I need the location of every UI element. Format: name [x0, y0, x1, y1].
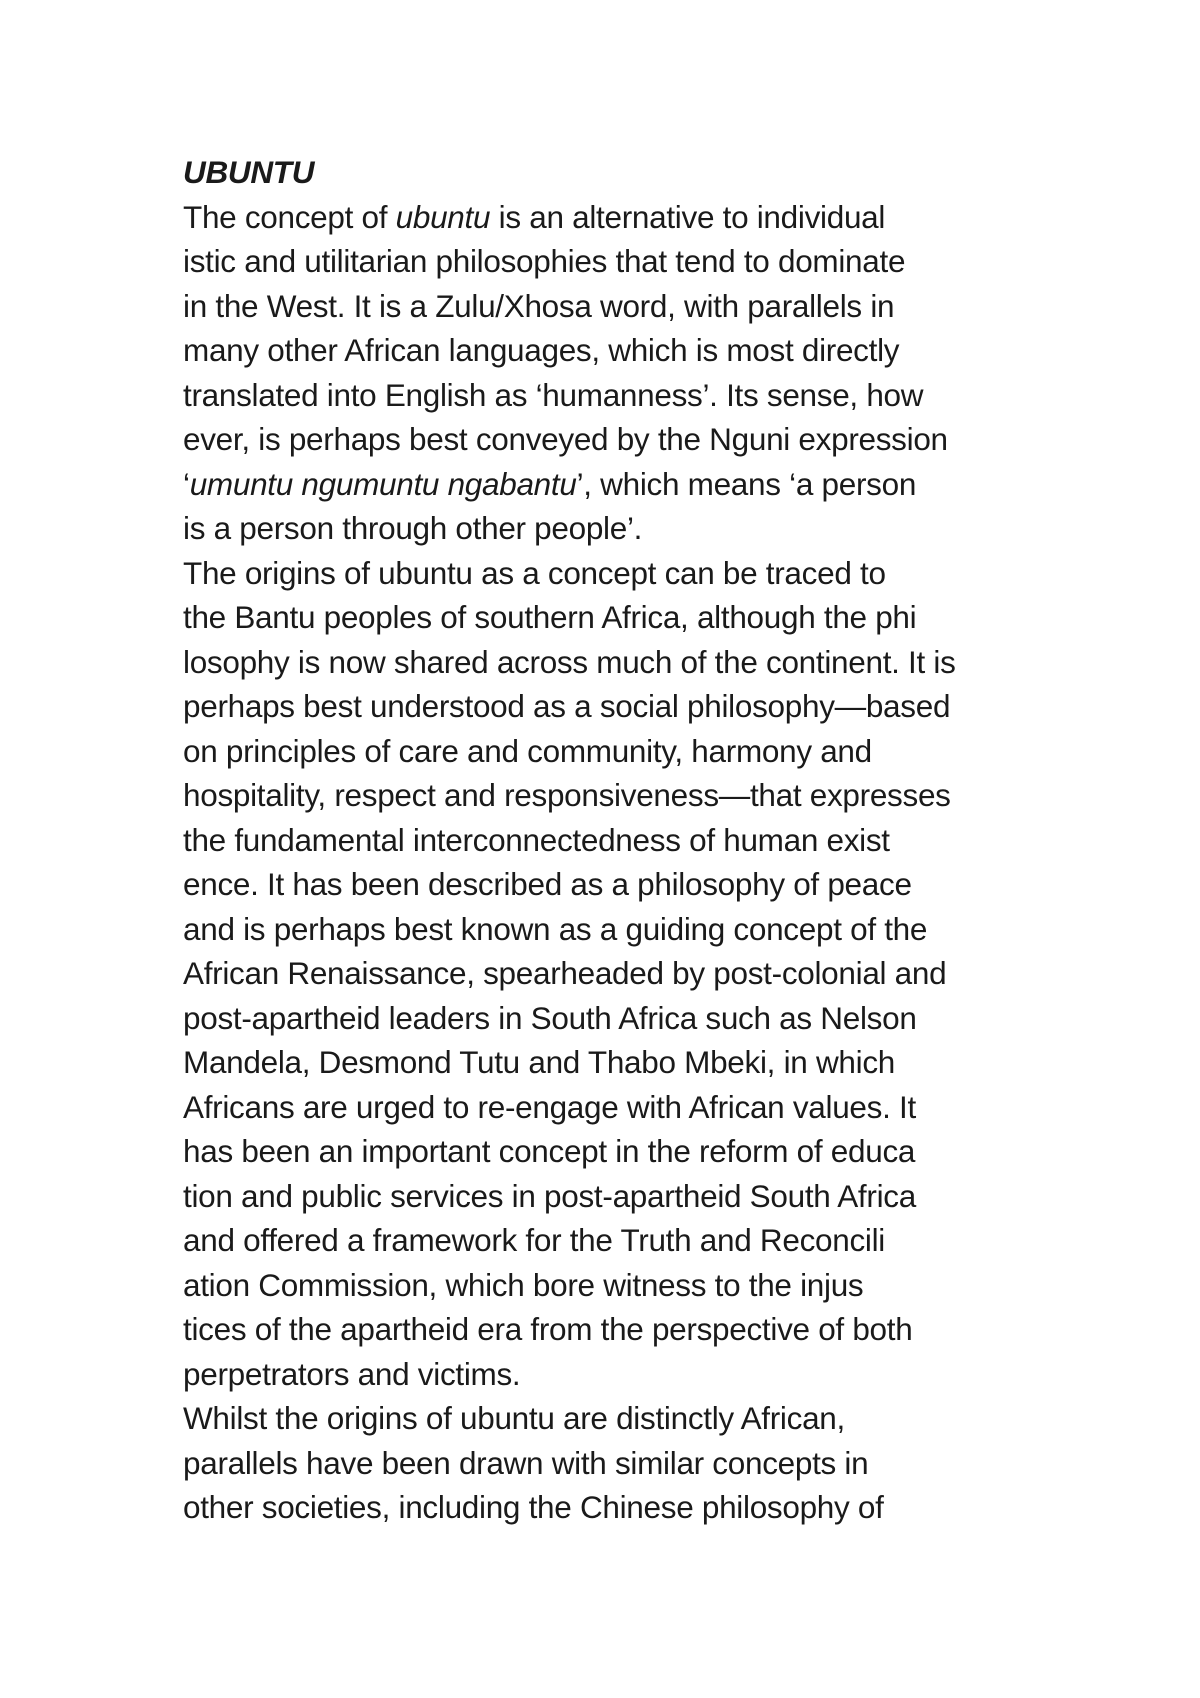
- text-line: [183, 1040, 1083, 1085]
- text-line: [183, 818, 1083, 863]
- text-line: [183, 284, 1083, 329]
- text-line: [183, 862, 1083, 907]
- text-run: and offered a framework for the Truth and Reconcili: [183, 1222, 886, 1258]
- text-line: [183, 1396, 1083, 1441]
- text-run: istic and utilitarian philosophies that tend to dominate: [183, 243, 906, 279]
- text-run: ‘: [183, 465, 190, 502]
- text-run: losophy is now shared across much of the continent. It is: [183, 643, 956, 680]
- text-line: [183, 373, 1083, 418]
- text-run: perpetrators and victims.: [183, 1355, 521, 1392]
- text-line: [183, 506, 1083, 551]
- text-run: in the West. It is a Zulu/Xhosa word, with parallels in: [183, 287, 895, 324]
- text-line: [183, 951, 1083, 996]
- text-run: The concept of: [183, 198, 396, 235]
- text-run: the fundamental interconnectedness of human exist: [183, 821, 890, 858]
- text-run: the Bantu peoples of southern Africa, although the phi: [183, 599, 917, 635]
- text-run: hospitality, respect and responsiveness—that expresses: [183, 777, 951, 813]
- text-line: [183, 1263, 1083, 1308]
- text-line: [183, 195, 1083, 240]
- text-line: [183, 462, 1083, 507]
- text-run: ation Commission, which bore witness to the injus: [183, 1266, 864, 1303]
- text-line: [183, 328, 1083, 373]
- text-line: [183, 640, 1083, 685]
- text-run: Africans are urged to re-engage with African values. It: [183, 1088, 916, 1125]
- italic-term: ubuntu: [395, 198, 491, 235]
- text-run: Mandela, Desmond Tutu and Thabo Mbeki, in which: [183, 1044, 895, 1080]
- text-run: parallels have been drawn with similar concepts in: [183, 1444, 869, 1481]
- text-run: African Renaissance, spearheaded by post-colonial and: [183, 955, 947, 991]
- text-run: post-apartheid leaders in South Africa such as Nelson: [183, 999, 917, 1036]
- document-body: [183, 150, 1083, 1530]
- paragraph-lines: [183, 195, 1083, 1530]
- text-line: [183, 1307, 1083, 1352]
- text-run: is a person through other people’.: [183, 510, 643, 546]
- document-title: UBUNTU: [183, 154, 315, 190]
- text-line: [183, 1441, 1083, 1486]
- text-run: is an alternative to individual: [490, 198, 886, 235]
- text-run: perhaps best understood as a social philosophy—based: [183, 688, 951, 724]
- text-run: ever, is perhaps best conveyed by the Nguni expression: [183, 421, 948, 457]
- text-line: [183, 1085, 1083, 1130]
- text-line: [183, 1174, 1083, 1219]
- text-run: has been an important concept in the reform of educa: [183, 1133, 916, 1169]
- text-line: [183, 773, 1083, 818]
- italic-term: umuntu ngumuntu ngabantu: [189, 465, 577, 502]
- text-run: ’, which means ‘a person: [576, 465, 917, 502]
- text-line: [183, 595, 1083, 640]
- text-run: The origins of ubuntu as a concept can be traced to: [183, 554, 886, 591]
- text-line: [183, 417, 1083, 462]
- text-run: translated into English as ‘humanness’. Its sense, how: [183, 376, 924, 413]
- text-run: Whilst the origins of ubuntu are distinctly African,: [183, 1400, 845, 1436]
- text-line: [183, 551, 1083, 596]
- text-line: [183, 1218, 1083, 1263]
- text-line: [183, 907, 1083, 952]
- text-run: tices of the apartheid era from the perspective of both: [183, 1311, 913, 1347]
- text-run: and is perhaps best known as a guiding concept of the: [183, 910, 928, 947]
- text-line: [183, 729, 1083, 774]
- text-line: [183, 684, 1083, 729]
- text-line: [183, 239, 1083, 284]
- text-line: [183, 996, 1083, 1041]
- text-run: ence. It has been described as a philosophy of peace: [183, 866, 912, 902]
- text-run: other societies, including the Chinese philosophy of: [183, 1489, 884, 1525]
- text-line: [183, 1485, 1083, 1530]
- text-run: many other African languages, which is most directly: [183, 332, 900, 368]
- text-line: [183, 1129, 1083, 1174]
- text-run: tion and public services in post-apartheid South Africa: [183, 1177, 916, 1214]
- text-run: on principles of care and community, harmony and: [183, 732, 872, 769]
- text-line: [183, 1352, 1083, 1397]
